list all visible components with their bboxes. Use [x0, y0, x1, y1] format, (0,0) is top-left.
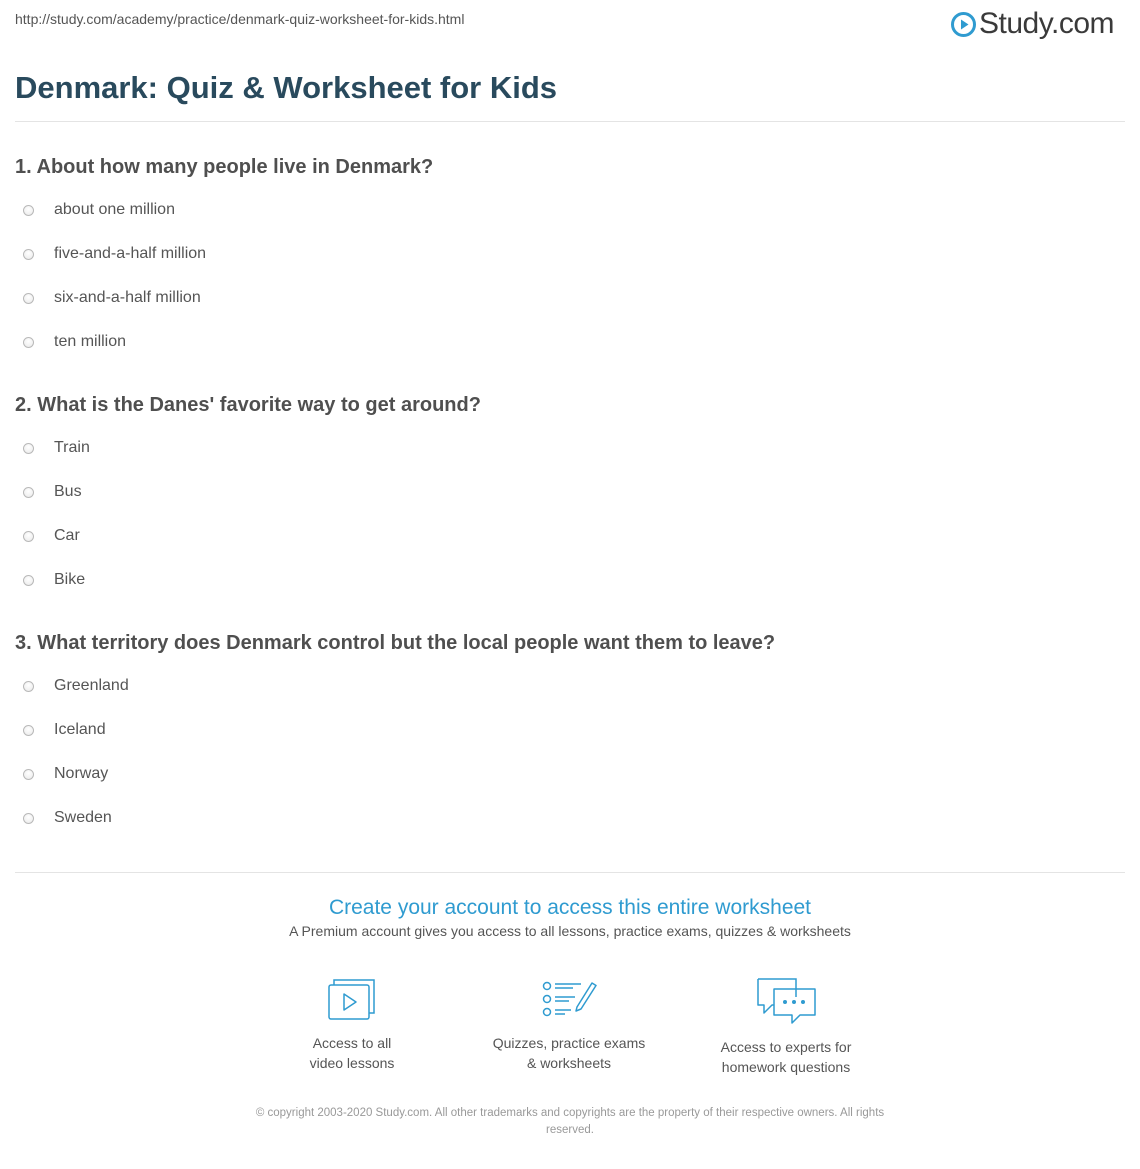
answer-option[interactable] [15, 320, 1115, 364]
bottom-divider [15, 872, 1125, 873]
radio-button[interactable] [23, 293, 34, 304]
video-lessons-icon [326, 975, 378, 1023]
question-block-1 [15, 148, 1115, 364]
question-block-2 [15, 386, 1115, 602]
radio-button[interactable] [23, 205, 34, 216]
expert-chat-icon [754, 975, 818, 1027]
answer-label: Norway [54, 765, 109, 782]
answer-options [15, 664, 1115, 840]
feature-experts [686, 975, 886, 1077]
play-logo-icon [951, 12, 976, 37]
answer-option[interactable] [15, 796, 1115, 840]
answer-option[interactable] [15, 188, 1115, 232]
answer-label: Train [54, 439, 90, 456]
radio-button[interactable] [23, 337, 34, 348]
study-logo[interactable] [951, 7, 1114, 41]
question-text: 3. What territory does Denmark control but the local people want them to leave? [15, 632, 776, 654]
answer-label: six-and-a-half million [54, 289, 201, 306]
answer-option[interactable] [15, 558, 1115, 602]
radio-button[interactable] [23, 769, 34, 780]
answer-label: Car [54, 527, 80, 544]
feature-quizzes [469, 975, 669, 1073]
radio-button[interactable] [23, 487, 34, 498]
feature-label: Quizzes, practice exams & worksheets [492, 1035, 646, 1071]
feature-video-lessons [252, 975, 452, 1073]
question-text: 2. What is the Danes' favorite way to get around? [15, 394, 481, 416]
answer-options [15, 188, 1115, 364]
answer-option[interactable] [15, 276, 1115, 320]
radio-button[interactable] [23, 681, 34, 692]
feature-label: Access to all video lessons [309, 1035, 395, 1071]
copyright-notice: © copyright 2003-2020 Study.com. All other trademarks and copyrights are the property of their respective owners. All rights reserved. [255, 1107, 885, 1136]
answer-option[interactable] [15, 232, 1115, 276]
answer-option[interactable] [15, 470, 1115, 514]
answer-label: about one million [54, 201, 175, 218]
answer-label: Iceland [54, 721, 106, 738]
answer-label: Bus [54, 483, 82, 500]
answer-option[interactable] [15, 752, 1115, 796]
answer-label: Greenland [54, 677, 129, 694]
radio-button[interactable] [23, 813, 34, 824]
radio-button[interactable] [23, 531, 34, 542]
page-url: http://study.com/academy/practice/denmark-quiz-worksheet-for-kids.html [15, 11, 465, 27]
answer-label: Bike [54, 571, 86, 588]
promo-subtitle: A Premium account gives you access to all lessons, practice exams, quizzes & worksheets [289, 923, 851, 939]
answer-option[interactable] [15, 708, 1115, 752]
logo-wordmark: Study.com [979, 7, 1114, 40]
radio-button[interactable] [23, 725, 34, 736]
answer-label: five-and-a-half million [54, 245, 207, 262]
radio-button[interactable] [23, 443, 34, 454]
top-divider [15, 121, 1125, 122]
answer-label: ten million [54, 333, 127, 350]
answer-option[interactable] [15, 664, 1115, 708]
question-block-3 [15, 624, 1115, 840]
premium-promo [0, 895, 1140, 939]
radio-button[interactable] [23, 249, 34, 260]
feature-label: Access to experts for homework questions [720, 1039, 852, 1075]
radio-button[interactable] [23, 575, 34, 586]
answer-label: Sweden [54, 809, 112, 826]
create-account-link[interactable]: Create your account to access this entire worksheet [328, 896, 812, 919]
question-text: 1. About how many people live in Denmark? [15, 156, 434, 178]
answer-option[interactable] [15, 514, 1115, 558]
quiz-container [15, 148, 1115, 862]
quizzes-worksheet-icon [541, 975, 597, 1023]
answer-option[interactable] [15, 426, 1115, 470]
page-title: Denmark: Quiz & Worksheet for Kids [15, 70, 558, 105]
answer-options [15, 426, 1115, 602]
